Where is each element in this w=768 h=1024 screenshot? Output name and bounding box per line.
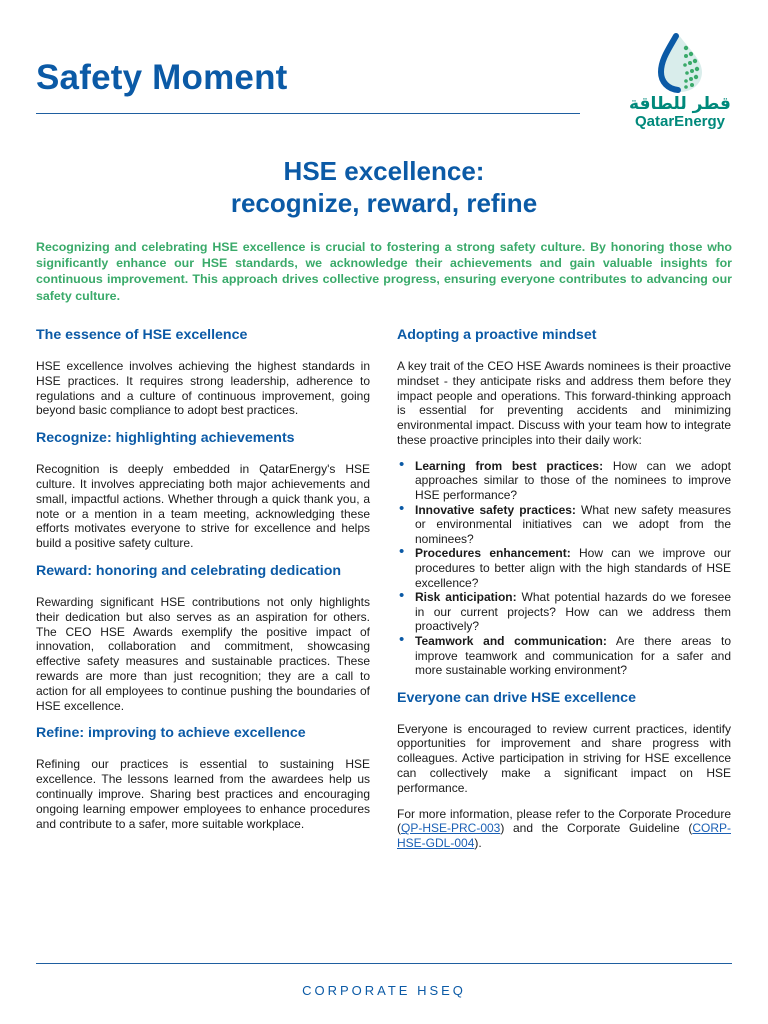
guideline-link[interactable]: CORP-HSE-GDL-004: [397, 821, 731, 851]
left-column: [36, 326, 370, 831]
section-heading-essence: The essence of HSE excellence: [36, 327, 248, 343]
section-body-essence: HSE excellence involves achieving the highest standards in HSE practices. It requires strong leadership, adherence to regulations and a culture of continuous improvement, going beyond basic compliance to adopt best practices.: [36, 359, 370, 418]
more-information-paragraph: [397, 807, 731, 851]
main-title-line-1: HSE excellence:: [283, 156, 485, 186]
bullet-label: Procedures enhancement:: [415, 546, 571, 561]
section-heading-refine: Refine: improving to achieve excellence: [36, 725, 306, 742]
list-item: [397, 459, 731, 503]
bullet-text: How can we improve our procedures to better align with the high standards of HSE excellence?: [415, 546, 731, 590]
section-heading-reward: Reward: honoring and celebrating dedication: [36, 562, 342, 579]
page-title: Safety Moment: [36, 58, 288, 97]
section-body-everyone: Everyone is encouraged to review current practices, identify opportunities for improvement and share progress with colleagues. Active participation in striving for HSE excellence can collectively make a significant impact on HSE performance.: [397, 721, 731, 795]
bullet-label: Learning from best practices:: [415, 458, 604, 473]
bullet-text: What new safety measures or environmental initiatives can we adopt from the nominees?: [415, 502, 732, 546]
more-info-middle: ) and the Corporate Guideline (: [500, 821, 693, 836]
proactive-question-list: [397, 459, 731, 678]
bullet-label: Innovative safety practices:: [415, 502, 576, 517]
main-title-line-2: recognize, reward, refine: [230, 188, 538, 218]
section-body-proactive: A key trait of the CEO HSE Awards nominees is their proactive mindset - they anticipate risks and address them before they impact people and operations. This forward-thinking approach is essential for preventing accidents and minimizing environmental impact. Discuss with your team how to integrate these proactive principles into their daily work:: [397, 359, 731, 447]
intro-paragraph: Recognizing and celebrating HSE excellence is crucial to fostering a strong safety culture. By honoring those who significantly enhance our HSE standards, we acknowledge their achievements and gain valuable insights for continuous improvement. This approach drives collective progress, ensuring everyone contributes to advancing our safety culture.: [36, 240, 732, 303]
more-info-suffix: ).: [474, 836, 482, 851]
bullet-text: How can we adopt approaches similar to those of the nominees to improve HSE performance?: [415, 458, 731, 502]
section-body-reward: Rewarding significant HSE contributions not only highlights their dedication but also serves as an aspiration for others. The CEO HSE Awards exemplify the positive impact of innovation, collaboration and commitment, showcasing effective safety measures and sustainable practices. These rewards are more than just recognition; they are a call to action for all employees to continue pushing the boundaries of HSE excellence.: [36, 594, 370, 713]
section-body-refine: Refining our practices is essential to sustaining HSE excellence. The lessons learned from the awardees help us continually improve. Sharing best practices and encouraging ongoing learning empower employees to enhance procedures and contribute to a safer, more suitable workplace.: [36, 757, 370, 831]
list-item: [397, 590, 731, 634]
list-item: [397, 546, 731, 590]
droplet-icon: [628, 30, 732, 94]
header-divider: [36, 113, 580, 114]
section-heading-proactive: Adopting a proactive mindset: [397, 327, 597, 343]
main-title: [0, 155, 768, 219]
right-column: [397, 326, 731, 851]
section-heading-everyone: Everyone can drive HSE excellence: [397, 689, 636, 706]
logo-english-wordmark: QatarEnergy: [634, 113, 726, 130]
footer-divider: [36, 963, 732, 964]
bullet-text: Are there areas to improve teamwork and communication for a safer and more sustainable working environment?: [415, 633, 732, 678]
bullet-text: What potential hazards do we foresee in our current projects? How can we address them proactively?: [415, 590, 731, 634]
logo-arabic-wordmark: قطر للطاقة: [629, 94, 731, 114]
qatarenergy-logo: [628, 30, 738, 130]
more-info-prefix: For more information, please refer to the Corporate Procedure (: [397, 806, 731, 836]
footer-label: CORPORATE HSEQ: [302, 983, 466, 998]
bullet-label: Teamwork and communication:: [415, 633, 607, 648]
list-item: [397, 503, 731, 547]
bullet-label: Risk anticipation:: [415, 590, 517, 605]
section-heading-recognize: Recognize: highlighting achievements: [36, 430, 295, 447]
list-item: [397, 634, 731, 678]
procedure-link[interactable]: QP-HSE-PRC-003: [401, 821, 501, 836]
section-body-recognize: Recognition is deeply embedded in QatarEnergy's HSE culture. It involves appreciating both major achievements and small, impactful actions. Whether through a quick thank you, a note or a mention in a team meeting, acknowledging these efforts motivates everyone to strive for excellence and helps build a positive safety culture.: [36, 462, 370, 551]
